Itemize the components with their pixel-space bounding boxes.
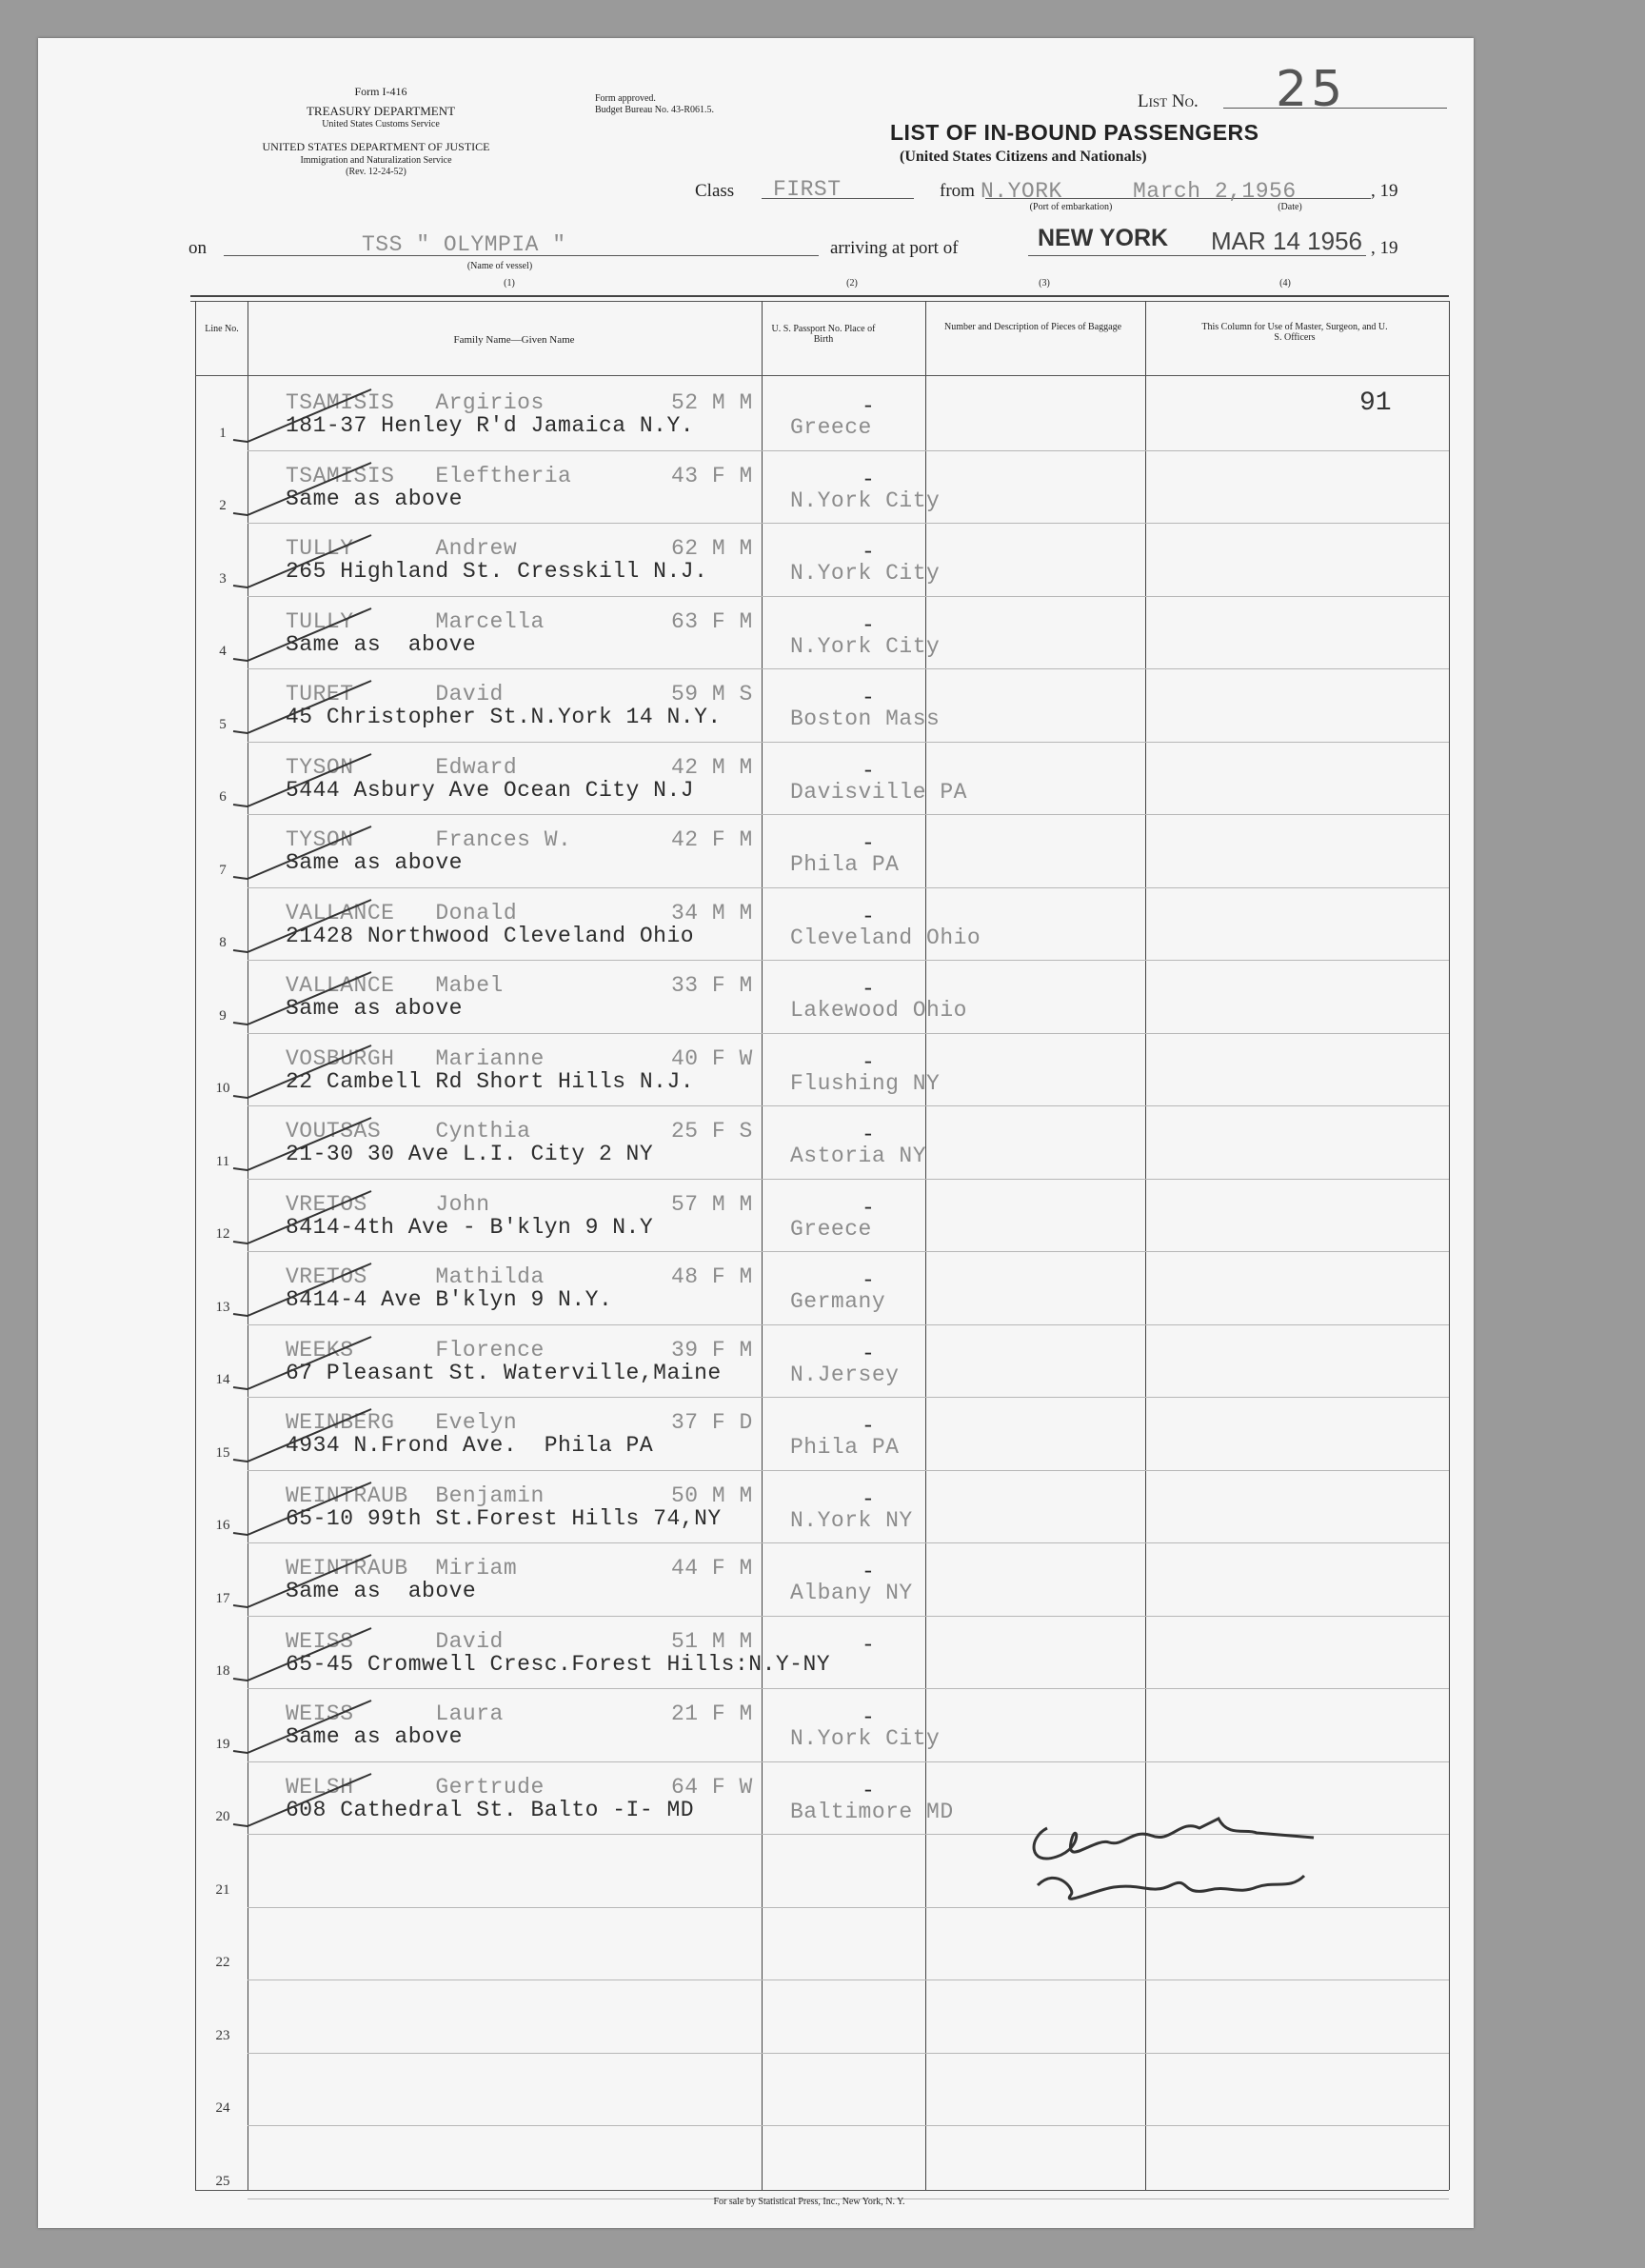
place-of-birth: Greece xyxy=(790,415,872,440)
row-divider xyxy=(248,1105,1449,1106)
line-number: 10 xyxy=(215,1081,230,1096)
place-of-birth: Cleveland Ohio xyxy=(790,925,981,950)
line-number: 11 xyxy=(215,1153,230,1169)
col-header-passport: U. S. Passport No. Place of Birth xyxy=(771,324,876,345)
date-caption: (Date) xyxy=(1278,202,1302,212)
passenger-address: Same as above xyxy=(286,1579,477,1603)
vessel-caption: (Name of vessel) xyxy=(466,261,533,271)
place-of-birth: Albany NY xyxy=(790,1581,913,1605)
passenger-address: 21-30 30 Ave L.I. City 2 NY xyxy=(286,1142,654,1166)
passenger-address: 4934 N.Frond Ave. Phila PA xyxy=(286,1433,654,1458)
check-mark-icon xyxy=(228,1113,381,1180)
passenger-address: 5444 Asbury Ave Ocean City N.J xyxy=(286,777,695,803)
check-mark-icon xyxy=(228,1259,381,1325)
signature-line-1: Jurack xyxy=(1076,1857,1080,1858)
age-sex-status: 44 F M xyxy=(671,1556,753,1581)
age-sex-status: 37 F D xyxy=(671,1410,753,1435)
passport-no: - xyxy=(862,904,876,929)
passenger-name: VALLANCE Donald xyxy=(286,900,518,925)
year-prefix: , 19 xyxy=(1371,181,1398,201)
age-sex-status: 51 M M xyxy=(671,1628,753,1654)
passenger-address: 608 Cathedral St. Balto -I- MD xyxy=(286,1797,695,1822)
row-divider xyxy=(248,596,1449,597)
line-number: 1 xyxy=(219,425,227,441)
passport-no: - xyxy=(862,1195,876,1221)
row-divider xyxy=(248,2125,1449,2126)
col-num-1: (1) xyxy=(504,278,515,288)
age-sex-status: 33 F M xyxy=(671,973,753,998)
line-number: 23 xyxy=(215,2027,230,2043)
row-divider xyxy=(248,887,1449,888)
age-sex-status: 34 M M xyxy=(671,900,753,925)
age-sex-status: 42 M M xyxy=(671,754,753,780)
passenger-name: WEINTRAUB Benjamin xyxy=(286,1482,545,1508)
line-number: 20 xyxy=(215,1809,230,1824)
passenger-address: Same as above xyxy=(286,1724,463,1749)
line-number: 21 xyxy=(215,1881,230,1898)
row-divider xyxy=(248,1470,1449,1471)
passenger-name: WEINBERG Evelyn xyxy=(286,1410,518,1435)
col-num-3: (3) xyxy=(1039,278,1050,288)
ins-service: Immigration and Naturalization Service xyxy=(300,155,452,166)
passport-no: - xyxy=(862,1778,876,1803)
passenger-address: 265 Highland St. Cresskill N.J. xyxy=(286,559,708,584)
age-sex-status: 48 F M xyxy=(671,1264,753,1289)
line-number: 9 xyxy=(219,1007,227,1024)
passenger-address: 8414-4 Ave B'klyn 9 N.Y. xyxy=(286,1287,613,1312)
check-mark-icon xyxy=(228,385,381,451)
arrival-date-stamp: MAR 14 1956 xyxy=(1211,227,1362,255)
line-number: 8 xyxy=(219,935,227,950)
age-sex-status: 40 F W xyxy=(671,1045,753,1071)
passenger-name: TULLY Marcella xyxy=(286,608,545,634)
place-of-birth: Boston Mass xyxy=(790,706,941,731)
age-sex-status: 62 M M xyxy=(671,536,753,561)
line-number: 24 xyxy=(215,2100,230,2116)
manifest-subtitle: (United States Citizens and Nationals) xyxy=(900,149,1147,165)
passport-no: - xyxy=(862,394,876,419)
passenger-name: VOSBURGH Marianne xyxy=(286,1045,545,1071)
passenger-address: 65-45 Cromwell Cresc.Forest Hills:N.Y-NY xyxy=(286,1651,831,1677)
passport-no: - xyxy=(862,1049,876,1075)
check-mark-icon xyxy=(228,458,381,525)
row-divider xyxy=(248,523,1449,524)
treasury-department: TREASURY DEPARTMENT xyxy=(306,104,456,118)
row-divider xyxy=(248,960,1449,961)
passport-no: - xyxy=(862,1486,876,1512)
check-mark-icon xyxy=(228,1769,381,1836)
age-sex-status: 39 F M xyxy=(671,1337,753,1363)
check-mark-icon xyxy=(228,1696,381,1762)
line-number: 14 xyxy=(215,1372,230,1387)
signature-line-2: Isr Insp xyxy=(1076,1895,1080,1896)
line-number: 12 xyxy=(215,1226,230,1242)
place-of-birth: N.York NY xyxy=(790,1507,913,1533)
passenger-address: 181-37 Henley R'd Jamaica N.Y. xyxy=(286,413,695,438)
passenger-address: 67 Pleasant St. Waterville,Maine xyxy=(286,1360,722,1385)
inspector-signature xyxy=(1019,1800,1342,1914)
place-of-birth: Astoria NY xyxy=(790,1144,927,1168)
passenger-address: Same as above xyxy=(286,486,463,511)
embark-date: March 2,1956 xyxy=(1133,179,1297,204)
row-divider xyxy=(248,1688,1449,1689)
place-of-birth: N.York City xyxy=(790,561,941,586)
passenger-address: Same as above xyxy=(286,996,463,1021)
check-mark-icon xyxy=(228,1550,381,1617)
vessel-name: TSS " OLYMPIA " xyxy=(362,232,566,257)
row-divider xyxy=(248,1324,1449,1325)
place-of-birth: Phila PA xyxy=(790,852,900,877)
passenger-name: WEISS David xyxy=(286,1628,504,1654)
passport-no: - xyxy=(862,1560,876,1584)
port-caption: (Port of embarkation) xyxy=(1029,202,1113,212)
line-number: 16 xyxy=(215,1518,230,1533)
form-approved: Form approved. xyxy=(595,93,656,104)
col-num-4: (4) xyxy=(1279,278,1291,288)
list-no-label: List No. xyxy=(1138,91,1199,111)
line-number: 6 xyxy=(219,789,227,805)
passenger-name: WEISS Laura xyxy=(286,1701,504,1726)
check-mark-icon xyxy=(228,1478,381,1544)
place-of-birth: Baltimore MD xyxy=(790,1799,954,1824)
check-mark-icon xyxy=(228,822,381,888)
place-of-birth: N.York City xyxy=(790,1726,941,1751)
place-of-birth: N.York City xyxy=(790,487,941,513)
on-label: on xyxy=(188,238,207,258)
passport-no: - xyxy=(862,1414,876,1439)
place-of-birth: Germany xyxy=(790,1289,886,1314)
class-label: Class xyxy=(695,181,735,201)
officer-mark: 91 xyxy=(1359,388,1392,418)
age-sex-status: 57 M M xyxy=(671,1191,753,1217)
place-of-birth: Flushing NY xyxy=(790,1070,941,1096)
passenger-name: TSAMISIS Eleftheria xyxy=(286,463,572,488)
passport-no: - xyxy=(862,540,876,565)
line-number: 22 xyxy=(215,1955,230,1970)
row-divider xyxy=(248,1397,1449,1398)
from-value: N.YORK xyxy=(981,179,1062,204)
age-sex-status: 42 F M xyxy=(671,827,753,852)
row-divider xyxy=(248,1179,1449,1180)
age-sex-status: 64 F W xyxy=(671,1774,753,1800)
passenger-name: TULLY Andrew xyxy=(286,536,518,561)
check-mark-icon xyxy=(228,967,381,1034)
justice-department: UNITED STATES DEPARTMENT OF JUSTICE xyxy=(262,140,490,153)
row-divider xyxy=(248,450,1449,451)
row-divider xyxy=(248,1251,1449,1252)
passport-no: - xyxy=(862,686,876,710)
line-number: 3 xyxy=(219,570,227,587)
passenger-address: Same as above xyxy=(286,850,463,875)
check-mark-icon xyxy=(228,1404,381,1471)
check-mark-icon xyxy=(228,604,381,670)
age-sex-status: 21 F M xyxy=(671,1701,753,1726)
passenger-address: Same as above xyxy=(286,631,477,657)
passenger-name: VRETOS John xyxy=(286,1191,490,1217)
col-header-officers: This Column for Use of Master, Surgeon, and U. S. Officers xyxy=(1201,322,1388,343)
passport-no: - xyxy=(862,1268,876,1293)
col-header-baggage: Number and Description of Pieces of Baggage xyxy=(943,322,1122,332)
footer-printer: For sale by Statistical Press, Inc., New York, N. Y. xyxy=(713,2197,905,2207)
line-number: 4 xyxy=(219,644,227,659)
check-mark-icon xyxy=(228,749,381,816)
passenger-name: VALLANCE Mabel xyxy=(286,973,504,998)
line-number: 17 xyxy=(215,1590,230,1606)
check-mark-icon xyxy=(228,1186,381,1253)
place-of-birth: Davisville PA xyxy=(790,779,967,805)
age-sex-status: 43 F M xyxy=(671,463,753,488)
passenger-address: 8414-4th Ave - B'klyn 9 N.Y xyxy=(286,1214,654,1240)
age-sex-status: 52 M M xyxy=(671,390,753,415)
form-number: Form I-416 xyxy=(354,85,407,98)
passport-no: - xyxy=(862,758,876,784)
row-divider xyxy=(248,814,1449,815)
check-mark-icon xyxy=(228,676,381,743)
col-header-name: Family Name—Given Name xyxy=(453,334,575,346)
budget-bureau: Budget Bureau No. 43-R061.5. xyxy=(595,105,714,115)
passenger-name: TSAMISIS Argirios xyxy=(286,390,545,415)
passenger-name: WEINTRAUB Miriam xyxy=(286,1556,518,1581)
passport-no: - xyxy=(862,1341,876,1366)
year-prefix-2: , 19 xyxy=(1371,238,1398,258)
line-number: 7 xyxy=(219,862,227,878)
age-sex-status: 50 M M xyxy=(671,1482,753,1508)
passenger-name: TYSON Frances W. xyxy=(286,827,572,852)
age-sex-status: 63 F M xyxy=(671,608,753,634)
place-of-birth: N.Jersey xyxy=(790,1362,900,1387)
age-sex-status: 59 M S xyxy=(671,682,753,706)
age-sex-status: 25 F S xyxy=(671,1119,753,1144)
from-label: from xyxy=(940,181,975,201)
passport-no: - xyxy=(862,977,876,1002)
place-of-birth: N.York City xyxy=(790,633,941,659)
row-divider xyxy=(248,1616,1449,1617)
class-value: FIRST xyxy=(773,177,842,202)
col-num-2: (2) xyxy=(846,278,858,288)
check-mark-icon xyxy=(228,1041,381,1107)
check-mark-icon xyxy=(228,1332,381,1399)
passport-no: - xyxy=(862,612,876,638)
passenger-address: 65-10 99th St.Forest Hills 74,NY xyxy=(286,1505,722,1531)
passenger-address: 45 Christopher St.N.York 14 N.Y. xyxy=(286,705,722,729)
line-number: 25 xyxy=(215,2173,230,2189)
check-mark-icon xyxy=(228,895,381,962)
passenger-name: WEEKS Florence xyxy=(286,1337,545,1363)
row-divider xyxy=(248,1033,1449,1034)
passport-no: - xyxy=(862,831,876,856)
col-header-line-no: Line No. xyxy=(205,324,239,334)
passenger-name: VOUTSAS Cynthia xyxy=(286,1119,531,1144)
line-number: 13 xyxy=(215,1299,230,1315)
passenger-name: VRETOS Mathilda xyxy=(286,1264,545,1289)
row-divider xyxy=(248,668,1449,669)
passenger-address: 22 Cambell Rd Short Hills N.J. xyxy=(286,1068,695,1094)
line-number: 5 xyxy=(219,716,227,732)
check-mark-icon xyxy=(228,1623,381,1690)
arrival-port: NEW YORK xyxy=(1038,225,1169,251)
line-number: 15 xyxy=(215,1444,230,1461)
row-divider xyxy=(248,1542,1449,1543)
place-of-birth: Lakewood Ohio xyxy=(790,998,967,1023)
row-divider xyxy=(248,1761,1449,1762)
passenger-address: 21428 Northwood Cleveland Ohio xyxy=(286,923,695,948)
line-number: 2 xyxy=(219,498,227,513)
row-divider xyxy=(248,2053,1449,2054)
line-number: 19 xyxy=(215,1736,230,1752)
passenger-name: TYSON Edward xyxy=(286,754,518,780)
place-of-birth: Greece xyxy=(790,1216,872,1242)
manifest-title: LIST OF IN-BOUND PASSENGERS xyxy=(890,120,1259,145)
customs-service: United States Customs Service xyxy=(322,119,440,129)
list-no-value: 25 xyxy=(1276,61,1347,118)
passport-no: - xyxy=(862,1705,876,1730)
revision: (Rev. 12-24-52) xyxy=(346,167,406,177)
line-number: 18 xyxy=(215,1663,230,1679)
passport-no: - xyxy=(862,1632,876,1658)
passport-no: - xyxy=(862,1123,876,1147)
passport-no: - xyxy=(862,467,876,492)
passenger-name: WELSH Gertrude xyxy=(286,1774,545,1800)
place-of-birth: Phila PA xyxy=(790,1435,900,1460)
passenger-name: TURET David xyxy=(286,682,504,706)
check-mark-icon xyxy=(228,530,381,597)
arriving-label: arriving at port of xyxy=(830,238,959,258)
row-divider xyxy=(248,742,1449,743)
